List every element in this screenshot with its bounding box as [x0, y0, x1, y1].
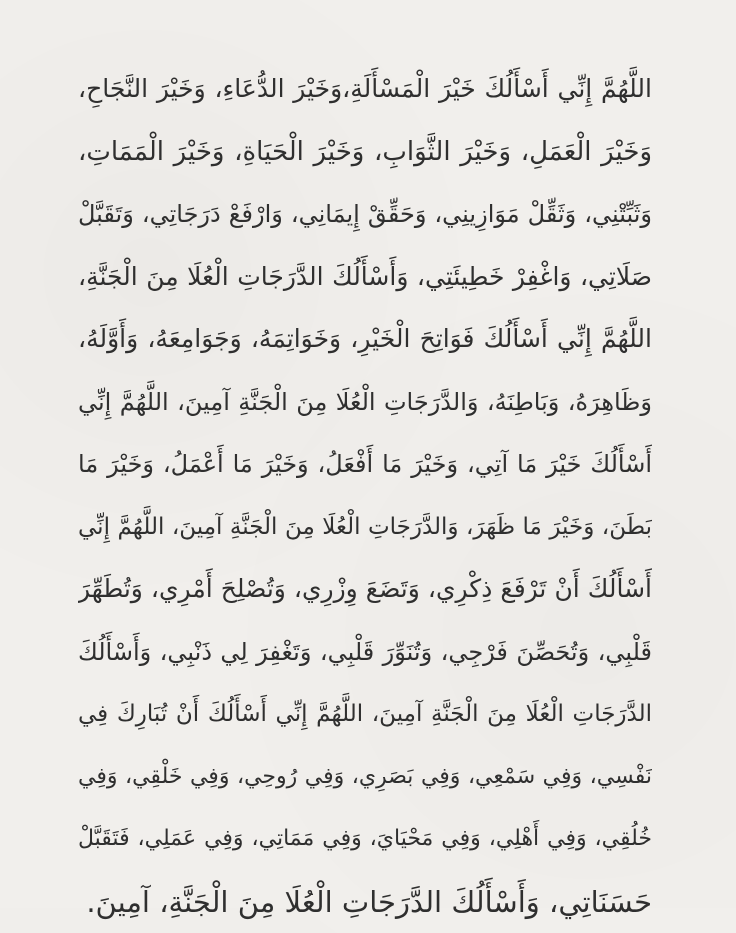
- dua-line-6: وَظَاهِرَهُ، وَبَاطِنَهُ، وَالدَّرَجَاتِ الْعُلَا مِنَ الْجَنَّةِ آمِينَ، اللَّهُمَّ إِنِّي: [78, 371, 652, 434]
- dua-line-10: قَلْبِي، وَتُحَصِّنَ فَرْجِي، وَتُنَوِّرَ قَلْبِي، وَتَغْفِرَ لِي ذَنْبِي، وَأَسْأَلُكَ: [78, 621, 652, 684]
- dua-text-block: [78, 58, 652, 933]
- dua-line-14: حَسَنَاتِي، وَأَسْأَلُكَ الدَّرَجَاتِ الْعُلَا مِنَ الْجَنَّةِ، آمِينَ.: [78, 871, 652, 933]
- dua-line-2: وَخَيْرَ الْعَمَلِ، وَخَيْرَ الثَّوَابِ، وَخَيْرَ الْحَيَاةِ، وَخَيْرَ الْمَمَاتِ،: [78, 121, 652, 184]
- dua-line-5: اللَّهُمَّ إِنِّي أَسْأَلُكَ فَوَاتِحَ الْخَيْرِ، وَخَوَاتِمَهُ، وَجَوَامِعَهُ، وَأَوَّلَهُ،: [78, 308, 652, 371]
- dua-line-1: اللَّهُمَّ إِنِّي أَسْأَلُكَ خَيْرَ الْمَسْأَلَةِ،وَخَيْرَ الدُّعَاءِ، وَخَيْرَ النَّجَاحِ،: [78, 58, 652, 121]
- dua-line-8: بَطَنَ، وَخَيْرَ مَا ظَهَرَ، وَالدَّرَجَاتِ الْعُلَا مِنَ الْجَنَّةِ آمِينَ، اللَّهُمَّ إِنِّي: [78, 496, 652, 559]
- dua-line-7: أَسْأَلُكَ خَيْرَ مَا آتِي، وَخَيْرَ مَا أَفْعَلُ، وَخَيْرَ مَا أَعْمَلُ، وَخَيْرَ مَا: [78, 433, 652, 496]
- dua-line-13: خُلُقِي، وَفِي أَهْلِي، وَفِي مَحْيَايَ، وَفِي مَمَاتِي، وَفِي عَمَلِي، فَتَقَبَّلْ: [78, 808, 652, 871]
- dua-line-12: نَفْسِي، وَفِي سَمْعِي، وَفِي بَصَرِي، وَفِي رُوحِي، وَفِي خَلْقِي، وَفِي: [78, 746, 652, 809]
- dua-line-4: صَلَاتِي، وَاغْفِرْ خَطِيئَتِي، وَأَسْأَلُكَ الدَّرَجَاتِ الْعُلَا مِنَ الْجَنَّةِ،: [78, 246, 652, 309]
- dua-line-11: الدَّرَجَاتِ الْعُلَا مِنَ الْجَنَّةِ آمِينَ، اللَّهُمَّ إِنِّي أَسْأَلُكَ أَنْ تُبَارِكَ فِي: [78, 683, 652, 746]
- dua-line-3: وَثَبِّتْنِي، وَثَقِّلْ مَوَازِينِي، وَحَقِّقْ إِيمَانِي، وَارْفَعْ دَرَجَاتِي، وَتَقَبَّلْ: [78, 183, 652, 246]
- dua-line-9: أَسْأَلُكَ أَنْ تَرْفَعَ ذِكْرِي، وَتَضَعَ وِزْرِي، وَتُصْلِحَ أَمْرِي، وَتُطَهِّرَ: [78, 558, 652, 621]
